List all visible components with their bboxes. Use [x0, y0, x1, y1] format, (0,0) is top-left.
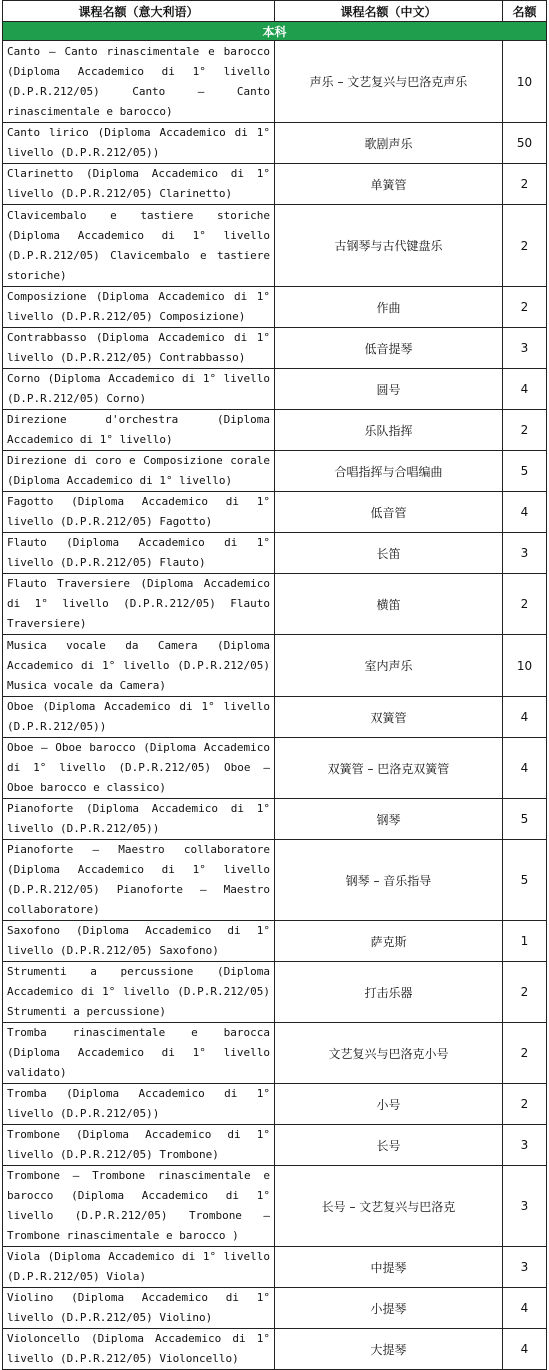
course-name-chinese: 大提琴 [275, 1329, 503, 1370]
course-name-chinese: 中提琴 [275, 1247, 503, 1288]
course-quota: 50 [503, 123, 547, 164]
course-quota: 3 [503, 328, 547, 369]
course-name-italian: Strumenti a percussione (Diploma Accademico di 1° livello (D.P.R.212/05) Strumenti a percussione) [3, 962, 275, 1023]
course-name-italian: Saxofono (Diploma Accademico di 1° livello (D.P.R.212/05) Saxofono) [3, 921, 275, 962]
course-name-chinese: 双簧管 – 巴洛克双簧管 [275, 738, 503, 799]
course-quota: 10 [503, 41, 547, 123]
course-name-italian: Trombone – Trombone rinascimentale e barocco (Diploma Accademico di 1° livello (D.P.R.212/05) Trombone – Trombone rinascimentale e barocco ) [3, 1166, 275, 1247]
course-name-italian: Clavicembalo e tastiere storiche (Diploma Accademico di 1° livello (D.P.R.212/05) Clavicembalo e tastiere storiche) [3, 205, 275, 287]
course-name-chinese: 钢琴 – 音乐指导 [275, 840, 503, 921]
table-row [3, 1023, 547, 1084]
course-quota: 10 [503, 635, 547, 697]
section-label: 本科 [3, 22, 547, 41]
table-row [3, 328, 547, 369]
course-name-chinese: 合唱指挥与合唱编曲 [275, 451, 503, 492]
course-name-chinese: 长笛 [275, 533, 503, 574]
course-quota: 3 [503, 1125, 547, 1166]
course-quota: 3 [503, 533, 547, 574]
course-name-chinese: 室内声乐 [275, 635, 503, 697]
course-name-chinese: 小提琴 [275, 1288, 503, 1329]
course-name-italian: Viola (Diploma Accademico di 1° livello (D.P.R.212/05) Viola) [3, 1247, 275, 1288]
table-row [3, 697, 547, 738]
table-row [3, 840, 547, 921]
course-quota: 2 [503, 962, 547, 1023]
course-name-italian: Oboe (Diploma Accademico di 1° livello (D.P.R.212/05)) [3, 697, 275, 738]
course-name-italian: Pianoforte – Maestro collaboratore (Diploma Accademico di 1° livello (D.P.R.212/05) Pianoforte – Maestro collaboratore) [3, 840, 275, 921]
course-quota: 5 [503, 451, 547, 492]
course-quota: 2 [503, 1023, 547, 1084]
course-quota: 2 [503, 410, 547, 451]
course-name-italian: Flauto (Diploma Accademico di 1° livello (D.P.R.212/05) Flauto) [3, 533, 275, 574]
course-name-italian: Tromba (Diploma Accademico di 1° livello (D.P.R.212/05)) [3, 1084, 275, 1125]
table-row [3, 799, 547, 840]
course-name-chinese: 乐队指挥 [275, 410, 503, 451]
course-name-italian: Violino (Diploma Accademico di 1° livello (D.P.R.212/05) Violino) [3, 1288, 275, 1329]
course-name-chinese: 作曲 [275, 287, 503, 328]
course-name-chinese: 文艺复兴与巴洛克小号 [275, 1023, 503, 1084]
course-name-italian: Flauto Traversiere (Diploma Accademico di 1° livello (D.P.R.212/05) Flauto Traversiere) [3, 574, 275, 635]
header-row [3, 1, 547, 22]
course-quota: 2 [503, 164, 547, 205]
course-quota: 4 [503, 738, 547, 799]
course-name-italian: Canto lirico (Diploma Accademico di 1° livello (D.P.R.212/05)) [3, 123, 275, 164]
table-row [3, 921, 547, 962]
table-row [3, 123, 547, 164]
course-quota: 2 [503, 205, 547, 287]
course-quota: 3 [503, 1166, 547, 1247]
course-name-italian: Trombone (Diploma Accademico di 1° livello (D.P.R.212/05) Trombone) [3, 1125, 275, 1166]
table-body [3, 22, 547, 1370]
course-name-chinese: 低音提琴 [275, 328, 503, 369]
section-row [3, 22, 547, 41]
course-name-italian: Clarinetto (Diploma Accademico di 1° livello (D.P.R.212/05) Clarinetto) [3, 164, 275, 205]
course-name-italian: Contrabbasso (Diploma Accademico di 1° livello (D.P.R.212/05) Contrabbasso) [3, 328, 275, 369]
course-name-italian: Tromba rinascimentale e barocca (Diploma Accademico di 1° livello validato) [3, 1023, 275, 1084]
table-row [3, 1166, 547, 1247]
course-name-italian: Musica vocale da Camera (Diploma Accademico di 1° livello (D.P.R.212/05) Musica vocale da Camera) [3, 635, 275, 697]
course-quota: 4 [503, 492, 547, 533]
course-name-chinese: 长号 – 文艺复兴与巴洛克 [275, 1166, 503, 1247]
course-name-italian: Direzione di coro e Composizione corale (Diploma Accademico di 1° livello) [3, 451, 275, 492]
course-quota: 2 [503, 287, 547, 328]
table-row [3, 1288, 547, 1329]
table-row [3, 451, 547, 492]
header-chinese: 课程名额（中文） [275, 1, 503, 22]
course-name-italian: Canto – Canto rinascimentale e barocco (Diploma Accademico di 1° livello (D.P.R.212/05) Canto – Canto rinascimentale e barocco) [3, 41, 275, 123]
course-quota: 5 [503, 840, 547, 921]
course-quota: 4 [503, 697, 547, 738]
course-quota-table [2, 0, 547, 1370]
table-row [3, 962, 547, 1023]
course-name-italian: Composizione (Diploma Accademico di 1° livello (D.P.R.212/05) Composizione) [3, 287, 275, 328]
table-row [3, 369, 547, 410]
course-name-italian: Fagotto (Diploma Accademico di 1° livello (D.P.R.212/05) Fagotto) [3, 492, 275, 533]
course-name-chinese: 钢琴 [275, 799, 503, 840]
table-row [3, 635, 547, 697]
course-quota: 2 [503, 1084, 547, 1125]
course-name-chinese: 长号 [275, 1125, 503, 1166]
course-name-chinese: 横笛 [275, 574, 503, 635]
course-name-chinese: 圆号 [275, 369, 503, 410]
course-name-chinese: 打击乐器 [275, 962, 503, 1023]
course-name-chinese: 歌剧声乐 [275, 123, 503, 164]
table-row [3, 1247, 547, 1288]
table-row [3, 41, 547, 123]
table-row [3, 1084, 547, 1125]
table-row [3, 164, 547, 205]
course-name-chinese: 低音管 [275, 492, 503, 533]
course-name-chinese: 萨克斯 [275, 921, 503, 962]
table-row [3, 410, 547, 451]
course-name-italian: Direzione d'orchestra (Diploma Accademico di 1° livello) [3, 410, 275, 451]
course-quota: 3 [503, 1247, 547, 1288]
table-row [3, 205, 547, 287]
course-quota: 2 [503, 574, 547, 635]
course-name-chinese: 小号 [275, 1084, 503, 1125]
course-name-italian: Corno (Diploma Accademico di 1° livello (D.P.R.212/05) Corno) [3, 369, 275, 410]
header-italian: 课程名额（意大利语） [3, 1, 275, 22]
header-count: 名额 [503, 1, 547, 22]
course-name-chinese: 声乐 – 文艺复兴与巴洛克声乐 [275, 41, 503, 123]
table-row [3, 533, 547, 574]
course-name-chinese: 古钢琴与古代键盘乐 [275, 205, 503, 287]
table-row [3, 287, 547, 328]
course-quota: 1 [503, 921, 547, 962]
table-row [3, 492, 547, 533]
course-name-chinese: 双簧管 [275, 697, 503, 738]
course-name-italian: Pianoforte (Diploma Accademico di 1° livello (D.P.R.212/05)) [3, 799, 275, 840]
course-name-italian: Violoncello (Diploma Accademico di 1° livello (D.P.R.212/05) Violoncello) [3, 1329, 275, 1370]
table-row [3, 1329, 547, 1370]
course-quota: 5 [503, 799, 547, 840]
course-quota: 4 [503, 369, 547, 410]
course-name-chinese: 单簧管 [275, 164, 503, 205]
course-name-italian: Oboe – Oboe barocco (Diploma Accademico di 1° livello (D.P.R.212/05) Oboe – Oboe barocco e classico) [3, 738, 275, 799]
course-quota: 4 [503, 1329, 547, 1370]
table-row [3, 1125, 547, 1166]
course-quota: 4 [503, 1288, 547, 1329]
table-row [3, 738, 547, 799]
table-row [3, 574, 547, 635]
